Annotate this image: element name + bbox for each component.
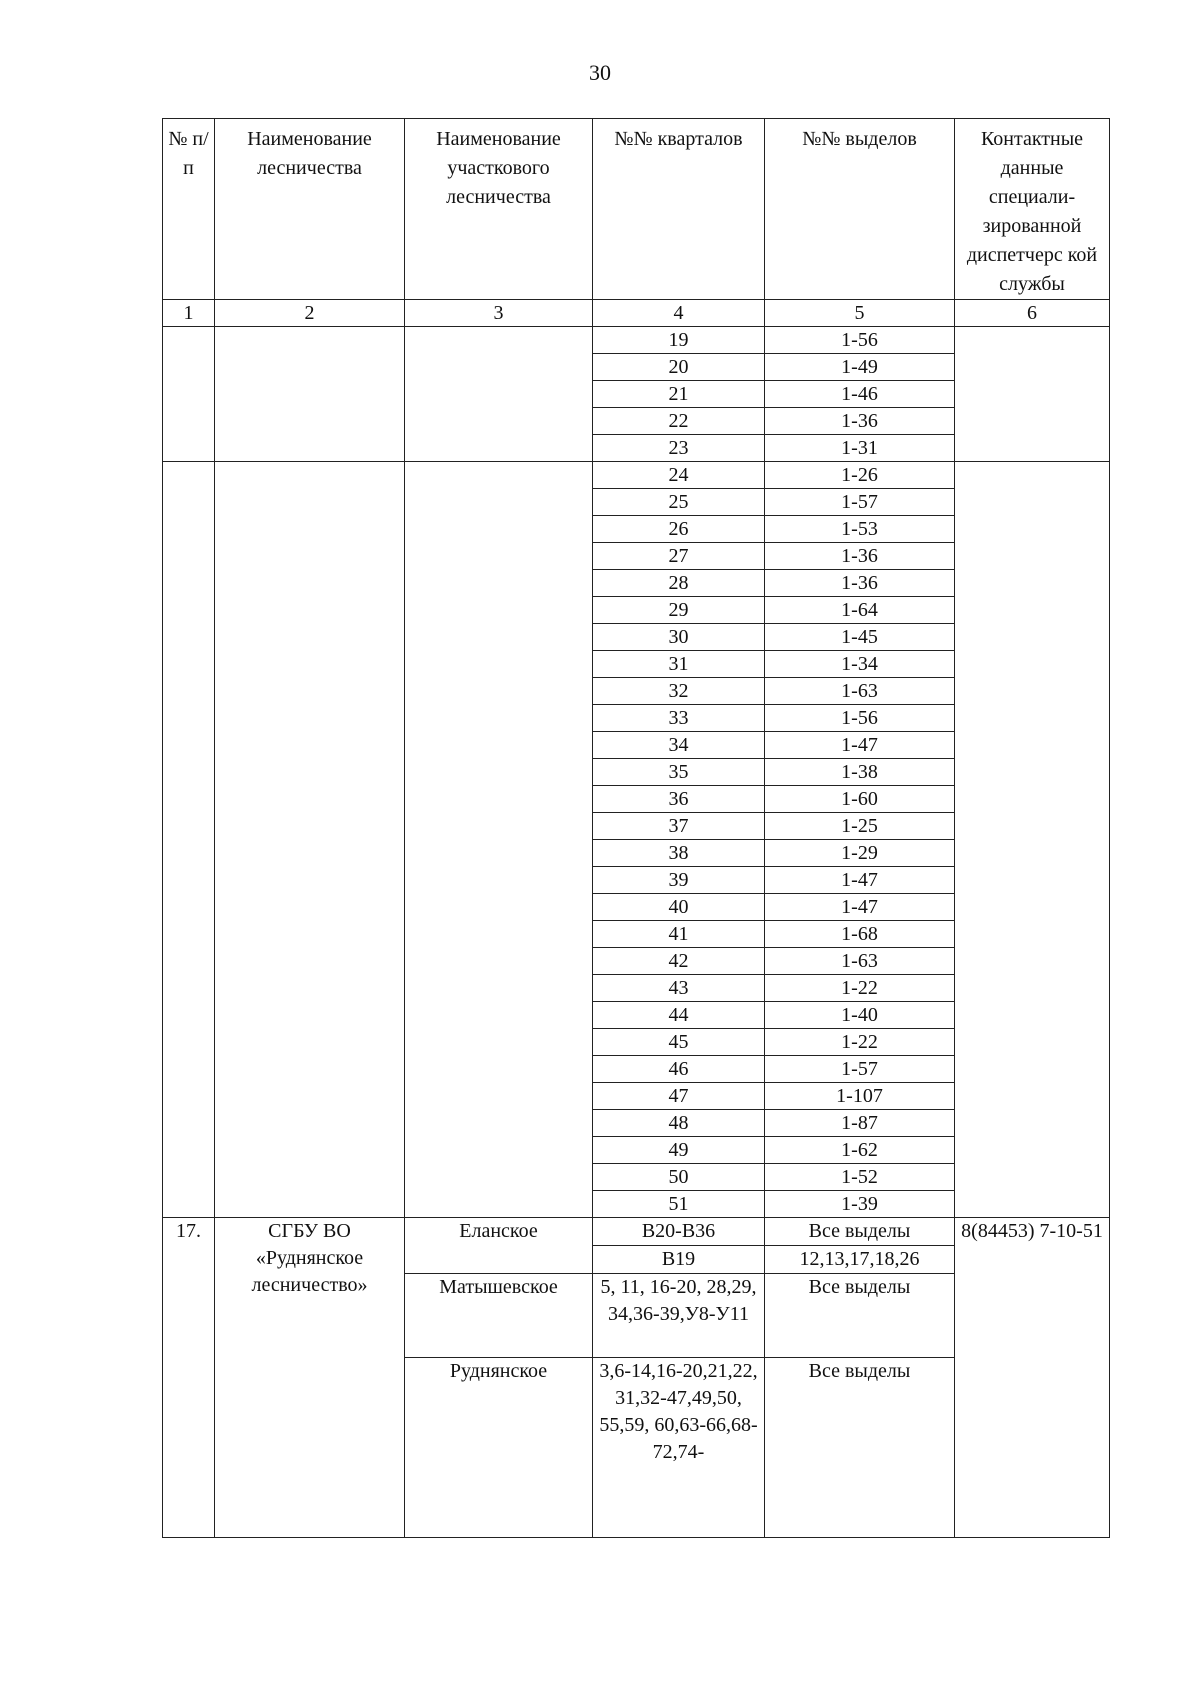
quarter-cell: 48 xyxy=(593,1110,765,1137)
allotment-cell: 1-47 xyxy=(765,867,955,894)
header-cell-district-forestry: Наименование участкового лесничества xyxy=(405,119,593,300)
allotment-cell: 1-26 xyxy=(765,462,955,489)
allotment-cell: 1-25 xyxy=(765,813,955,840)
allotment-cell: 1-87 xyxy=(765,1110,955,1137)
forestry-table xyxy=(162,118,1110,1538)
allotment-cell: 1-36 xyxy=(765,543,955,570)
allotment-cell: 1-36 xyxy=(765,408,955,435)
quarter-cell: 3,6-14,16-20,21,22, 31,32-47,49,50, 55,59, 60,63-66,68-72,74- xyxy=(593,1358,765,1538)
allotment-cell: Все выделы xyxy=(765,1218,955,1246)
allotment-cell: 1-63 xyxy=(765,678,955,705)
allotment-cell: 1-40 xyxy=(765,1002,955,1029)
entry-number: 17. xyxy=(163,1218,215,1538)
header-cell-allotments: №№ выделов xyxy=(765,119,955,300)
allotment-cell: 1-62 xyxy=(765,1137,955,1164)
quarter-cell: 30 xyxy=(593,624,765,651)
column-number: 2 xyxy=(215,300,405,327)
allotment-cell: 1-64 xyxy=(765,597,955,624)
allotment-cell: 1-57 xyxy=(765,489,955,516)
quarter-cell: 21 xyxy=(593,381,765,408)
allotment-cell: 1-45 xyxy=(765,624,955,651)
quarter-cell: 40 xyxy=(593,894,765,921)
allotment-cell: 1-34 xyxy=(765,651,955,678)
allotment-cell: 1-31 xyxy=(765,435,955,462)
quarter-cell: 33 xyxy=(593,705,765,732)
cell-number-empty xyxy=(163,327,215,462)
cell-contact-empty xyxy=(955,327,1110,462)
quarter-cell: 27 xyxy=(593,543,765,570)
allotment-cell: 1-57 xyxy=(765,1056,955,1083)
quarter-cell: 39 xyxy=(593,867,765,894)
allotment-cell: 1-36 xyxy=(765,570,955,597)
page-number: 30 xyxy=(589,60,611,85)
allotment-cell: 1-22 xyxy=(765,975,955,1002)
header-cell-contacts: Контактные данные специали-зированной диспетчерс кой службы xyxy=(955,119,1110,300)
column-number: 1 xyxy=(163,300,215,327)
cell-district-empty xyxy=(405,462,593,1218)
table-row xyxy=(163,1218,1110,1246)
quarter-cell: 44 xyxy=(593,1002,765,1029)
cell-district-empty xyxy=(405,327,593,462)
allotment-cell: 1-38 xyxy=(765,759,955,786)
allotment-cell: 1-29 xyxy=(765,840,955,867)
district-forestry-name: Еланское xyxy=(405,1218,593,1274)
contact-cell: 8(84453) 7-10-51 xyxy=(955,1218,1110,1538)
allotment-cell: Все выделы xyxy=(765,1274,955,1358)
allotment-cell: 1-47 xyxy=(765,894,955,921)
quarter-cell: 29 xyxy=(593,597,765,624)
quarter-cell: 50 xyxy=(593,1164,765,1191)
quarter-cell: 20 xyxy=(593,354,765,381)
quarter-cell: 25 xyxy=(593,489,765,516)
district-forestry-name: Руднянское xyxy=(405,1358,593,1538)
header-cell-number: № п/п xyxy=(163,119,215,300)
table-row xyxy=(163,327,1110,354)
quarter-cell: 31 xyxy=(593,651,765,678)
quarter-cell: 49 xyxy=(593,1137,765,1164)
quarter-cell: 22 xyxy=(593,408,765,435)
quarter-cell: 32 xyxy=(593,678,765,705)
column-number: 3 xyxy=(405,300,593,327)
header-row xyxy=(163,119,1110,300)
allotment-cell: 1-63 xyxy=(765,948,955,975)
quarter-cell: 47 xyxy=(593,1083,765,1110)
allotment-cell: 1-49 xyxy=(765,354,955,381)
quarter-cell: 43 xyxy=(593,975,765,1002)
quarter-cell: 41 xyxy=(593,921,765,948)
column-number-row xyxy=(163,300,1110,327)
district-forestry-name: Матышевское xyxy=(405,1274,593,1358)
quarter-cell: 5, 11, 16-20, 28,29, 34,36-39,У8-У11 xyxy=(593,1274,765,1358)
quarter-cell: В20-В36 xyxy=(593,1218,765,1246)
allotment-cell: 1-60 xyxy=(765,786,955,813)
quarter-cell: 26 xyxy=(593,516,765,543)
quarter-cell: 37 xyxy=(593,813,765,840)
table-body xyxy=(163,327,1110,1538)
allotment-cell: 1-56 xyxy=(765,705,955,732)
allotment-cell: 1-107 xyxy=(765,1083,955,1110)
allotment-cell: 1-52 xyxy=(765,1164,955,1191)
column-number: 5 xyxy=(765,300,955,327)
cell-contact-empty xyxy=(955,462,1110,1218)
allotment-cell: 1-39 xyxy=(765,1191,955,1218)
quarter-cell: 28 xyxy=(593,570,765,597)
allotment-cell: 1-53 xyxy=(765,516,955,543)
quarter-cell: 42 xyxy=(593,948,765,975)
column-number: 4 xyxy=(593,300,765,327)
header-cell-quarters: №№ кварталов xyxy=(593,119,765,300)
quarter-cell: 23 xyxy=(593,435,765,462)
forestry-name: СГБУ ВО «Руднянское лесничество» xyxy=(215,1218,405,1538)
allotment-cell: Все выделы xyxy=(765,1358,955,1538)
allotment-cell: 1-47 xyxy=(765,732,955,759)
quarter-cell: 34 xyxy=(593,732,765,759)
cell-number-empty xyxy=(163,462,215,1218)
table-row xyxy=(163,462,1110,489)
quarter-cell: 38 xyxy=(593,840,765,867)
quarter-cell: 36 xyxy=(593,786,765,813)
quarter-cell: В19 xyxy=(593,1246,765,1274)
allotment-cell: 1-22 xyxy=(765,1029,955,1056)
quarter-cell: 51 xyxy=(593,1191,765,1218)
quarter-cell: 19 xyxy=(593,327,765,354)
quarter-cell: 35 xyxy=(593,759,765,786)
cell-forestry-empty xyxy=(215,462,405,1218)
allotment-cell: 1-46 xyxy=(765,381,955,408)
quarter-cell: 45 xyxy=(593,1029,765,1056)
column-number: 6 xyxy=(955,300,1110,327)
allotment-cell: 1-56 xyxy=(765,327,955,354)
quarter-cell: 46 xyxy=(593,1056,765,1083)
allotment-cell: 1-68 xyxy=(765,921,955,948)
allotment-cell: 12,13,17,18,26 xyxy=(765,1246,955,1274)
header-cell-forestry: Наименование лесничества xyxy=(215,119,405,300)
quarter-cell: 24 xyxy=(593,462,765,489)
cell-forestry-empty xyxy=(215,327,405,462)
